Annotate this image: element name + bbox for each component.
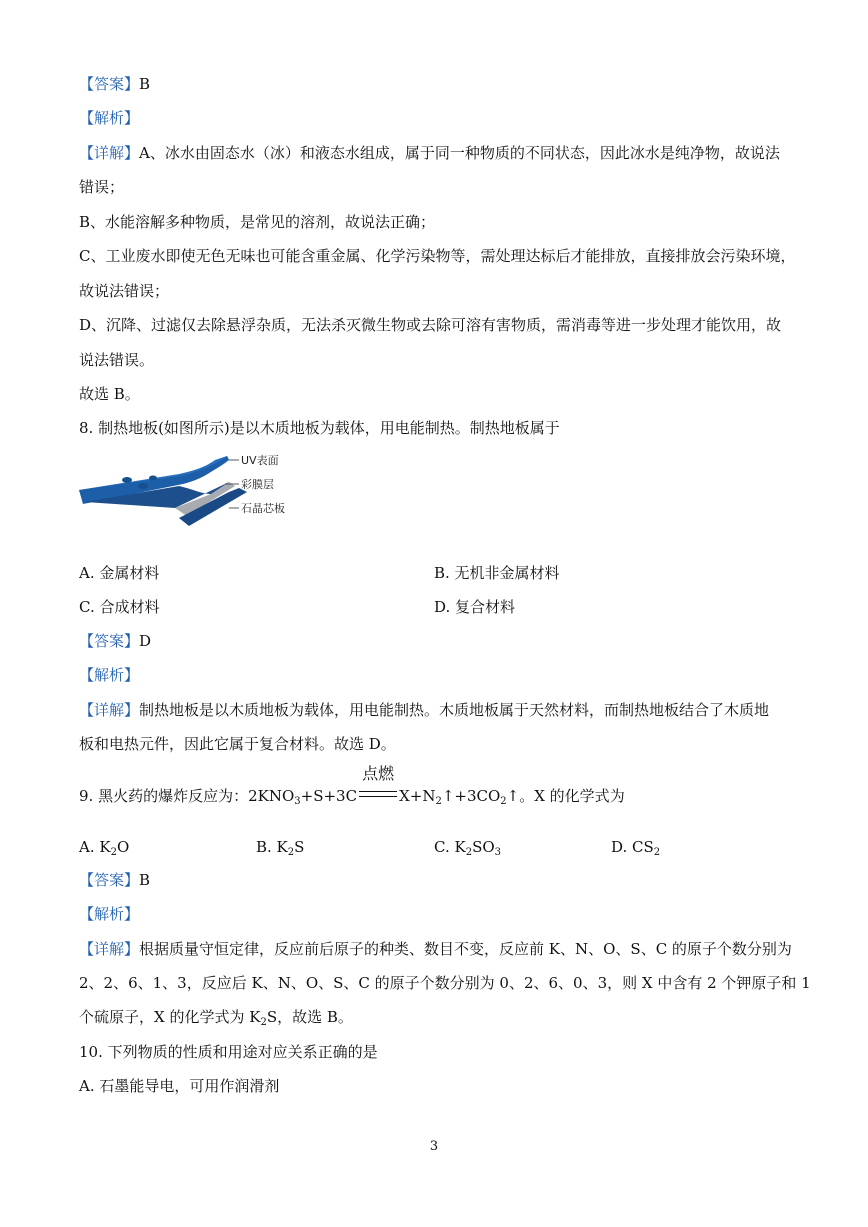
answer-value: B: [139, 75, 151, 93]
option-text: O: [116, 838, 130, 856]
answer-line: [79, 870, 150, 890]
q8-option-a: A. 金属材料: [79, 564, 160, 582]
equals-sign: [359, 791, 397, 797]
detail-label: 【详解】: [79, 701, 140, 719]
detail-text: B、水能溶解多种物质，是常见的溶剂，故说法正确；: [79, 213, 436, 231]
page-number: 3: [429, 1139, 439, 1154]
option-text: D. CS: [611, 838, 654, 856]
condition-text: 点燃: [362, 764, 395, 783]
answer-label: 【答案】: [79, 871, 140, 889]
subscript: 2: [653, 847, 661, 858]
subscript: 3: [494, 847, 502, 858]
equation-text: ↑。X 的化学式为: [506, 787, 625, 805]
detail-line: [79, 143, 780, 163]
figure-label-uv: UV表面: [241, 454, 279, 467]
figure-label-core: 石晶芯板: [241, 502, 285, 515]
q8-option-b: B. 无机非金属材料: [434, 564, 560, 582]
analysis-label: 【解析】: [79, 109, 140, 127]
q9-option-a: [79, 837, 129, 857]
q9-option-c: [434, 837, 501, 857]
subscript: 2: [465, 847, 473, 858]
detail-text: 2、2、6、1、3，反应后 K、N、O、S、C 的原子个数分别为 0、2、6、0、3，则 X 中含有 2 个钾原子和 1: [79, 974, 811, 992]
detail-text: 根据质量守恒定律，反应前后原子的种类、数目不变，反应前 K、N、O、S、C 的原子个数分别为: [139, 940, 792, 958]
heated-floor-diagram: [79, 446, 309, 540]
analysis-label: 【解析】: [79, 666, 140, 684]
subscript: 2: [435, 796, 442, 807]
detail-text: D、沉降、过滤仅去除悬浮杂质，无法杀灭微生物或去除可溶有害物质，需消毒等进一步处理才能饮用，故: [79, 316, 782, 334]
question-9-stem: [79, 764, 625, 807]
detail-text: 个硫原子，X 的化学式为 K: [79, 1008, 261, 1026]
conclusion-text: 故选 B。: [79, 385, 140, 403]
equation-text: +S+3C: [300, 787, 358, 805]
detail-line: [79, 1007, 353, 1027]
equation-text: 9. 黑火药的爆炸反应为：2KNO: [79, 787, 295, 805]
option-text: SO: [472, 838, 495, 856]
detail-line: [79, 939, 792, 959]
question-10-stem: 10. 下列物质的性质和用途对应关系正确的是: [79, 1043, 378, 1061]
q9-option-b: [256, 837, 304, 857]
detail-text: C、工业废水即使无色无味也可能含重金属、化学污染物等，需处理达标后才能排放，直接排放会污染环境，: [79, 247, 796, 265]
detail-line: [79, 700, 769, 720]
detail-text: 说法错误。: [79, 351, 155, 369]
detail-text: 制热地板是以木质地板为载体，用电能制热。木质地板属于天然材料，而制热地板结合了木质地: [139, 701, 770, 719]
subscript: 2: [287, 847, 295, 858]
q9-option-d: [611, 837, 660, 857]
q8-option-c: C. 合成材料: [79, 598, 160, 616]
answer-label: 【答案】: [79, 632, 140, 650]
question-8-stem: 8. 制热地板(如图所示)是以木质地板为载体，用电能制热。制热地板属于: [79, 419, 560, 437]
equation-text: ↑+3CO: [441, 787, 501, 805]
equation-text: X+N: [399, 787, 436, 805]
detail-text: S，故选 B。: [266, 1008, 353, 1026]
subscript: 2: [260, 1017, 267, 1028]
detail-label: 【详解】: [79, 144, 140, 162]
detail-label: 【详解】: [79, 940, 140, 958]
q8-option-d: D. 复合材料: [434, 598, 516, 616]
detail-text: 板和电热元件，因此它属于复合材料。故选 D。: [79, 735, 396, 753]
subscript: 2: [110, 847, 117, 858]
option-text: C. K: [434, 838, 466, 856]
detail-text: A、冰水由固态水（冰）和液态水组成，属于同一种物质的不同状态，因此冰水是纯净物，故说法: [139, 144, 780, 162]
subscript: 3: [294, 796, 301, 807]
answer-line: [79, 74, 150, 94]
answer-label: 【答案】: [79, 75, 140, 93]
reaction-condition: [357, 764, 399, 806]
detail-text: 错误；: [79, 178, 125, 196]
subscript: 2: [500, 796, 507, 807]
answer-value: D: [139, 632, 152, 650]
analysis-label: 【解析】: [79, 905, 140, 923]
figure-label-film: 彩膜层: [241, 478, 274, 491]
option-text: A. K: [79, 838, 111, 856]
option-text: B. K: [256, 838, 288, 856]
answer-value: B: [139, 871, 151, 889]
option-text: S: [294, 838, 305, 856]
q10-option-a: A. 石墨能导电，可用作润滑剂: [79, 1077, 280, 1095]
answer-line: [79, 631, 151, 651]
detail-text: 故说法错误；: [79, 282, 170, 300]
